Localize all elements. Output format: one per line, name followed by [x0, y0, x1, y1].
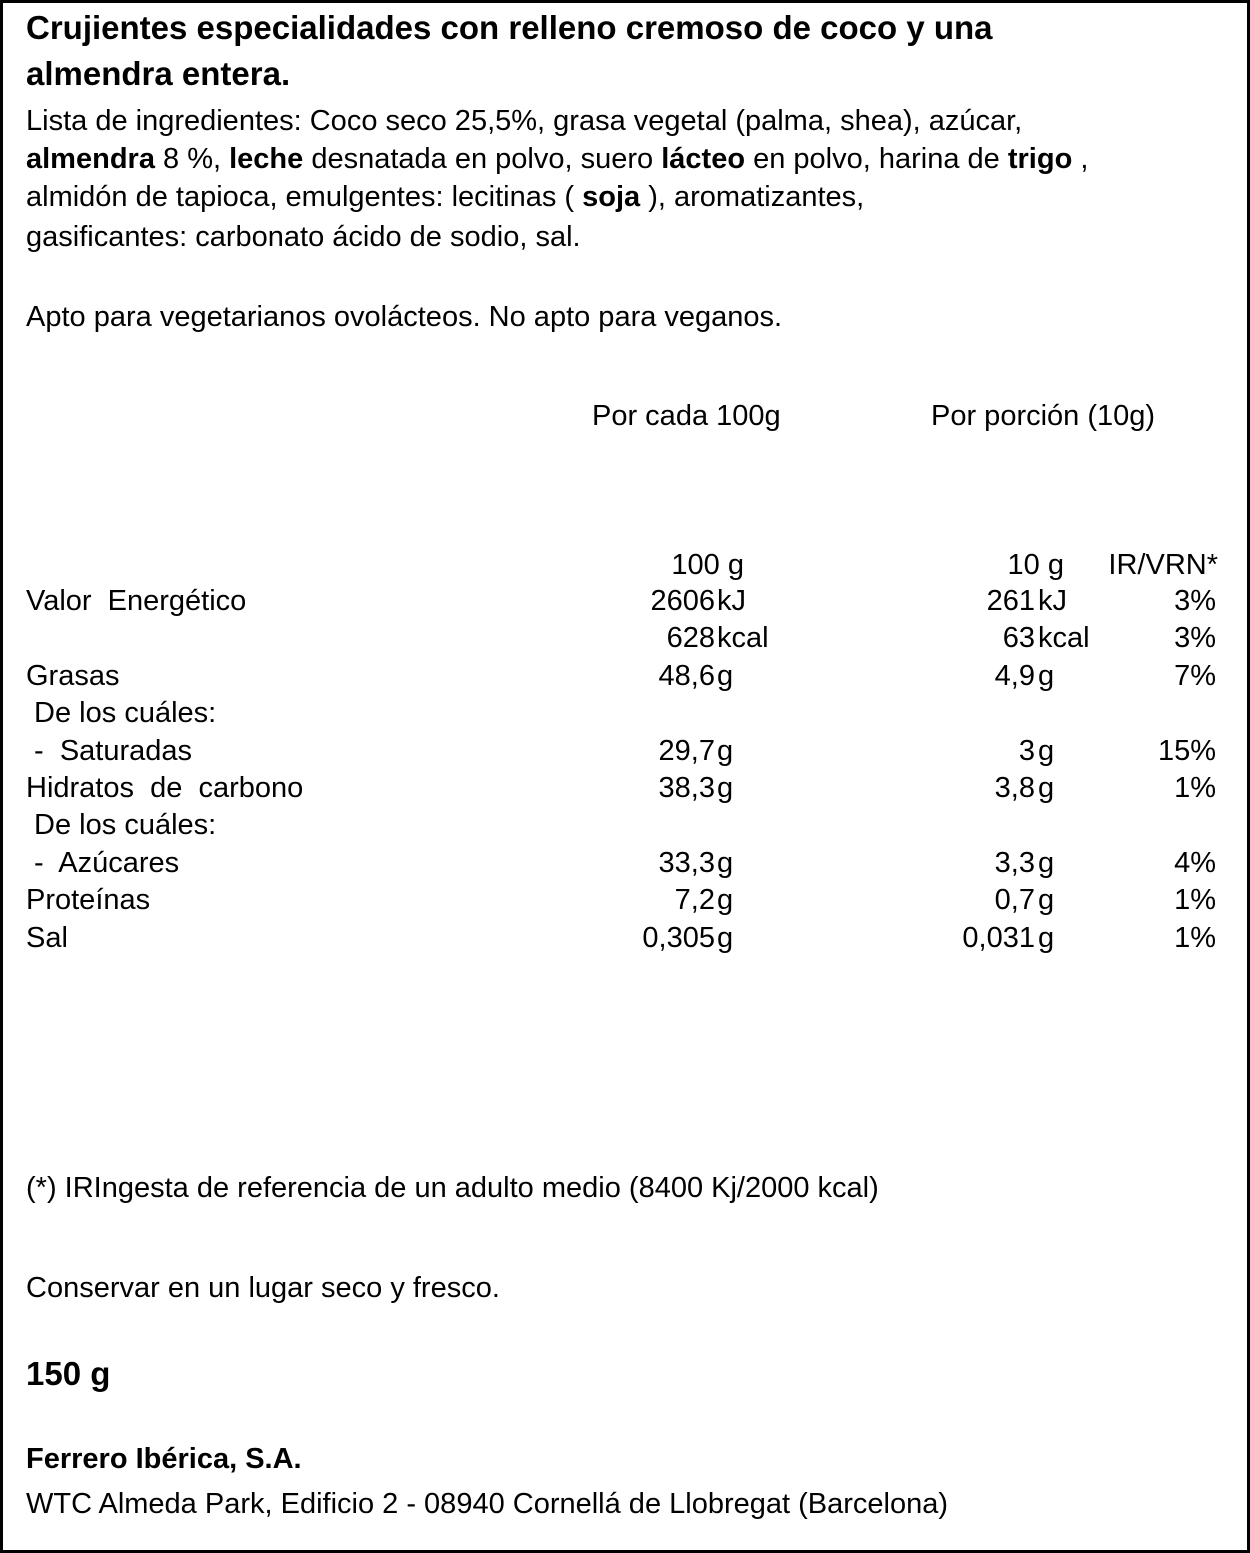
value-per-100g: 48,6 [658, 660, 715, 692]
header-per-portion: Por porción (10g) [931, 400, 1156, 432]
unit-per-portion: g [1038, 922, 1055, 954]
ir-vrn-percent: 1% [1174, 772, 1216, 804]
ir-vrn-percent: 15% [1157, 735, 1216, 767]
header-per-100g: Por cada 100g [592, 400, 781, 432]
ingredients-text: 8 %, [154, 143, 230, 175]
footnote: (*) IRIngesta de referencia de un adulto medio (8400 Kj/2000 kcal) [26, 1172, 879, 1204]
unit-per-100g: g [717, 660, 734, 692]
nutrient-label: Grasas [26, 660, 120, 692]
ir-vrn-percent: 3% [1174, 585, 1216, 617]
ir-vrn-percent: 7% [1174, 660, 1216, 692]
unit-per-portion: g [1038, 847, 1055, 879]
ingredients-text: , [1072, 143, 1089, 175]
ingredients-line-1: Lista de ingredientes: Coco seco 25,5%, grasa vegetal (palma, shea), azúcar, [26, 105, 1023, 137]
nutrient-label: De los cuáles: [26, 809, 217, 841]
unit-per-100g: g [717, 735, 734, 767]
unit-per-100g: kcal [717, 622, 769, 654]
ingredients-line-4: gasificantes: carbonato ácido de sodio, sal. [26, 221, 581, 253]
company-name: Ferrero Ibérica, S.A. [26, 1443, 302, 1475]
unit-per-100g: g [717, 847, 734, 879]
subheader-10g: 10 g [1007, 549, 1064, 581]
value-per-100g: 33,3 [658, 847, 715, 879]
ir-vrn-percent: 1% [1174, 884, 1216, 916]
ingredients-text: desnatada en polvo, suero [303, 143, 662, 175]
unit-per-100g: g [717, 922, 734, 954]
diet-note: Apto para vegetarianos ovolácteos. No apto para veganos. [26, 301, 783, 333]
unit-per-portion: g [1038, 660, 1055, 692]
value-per-portion: 4,9 [994, 660, 1035, 692]
value-per-100g: 2606 [650, 585, 715, 617]
value-per-portion: 0,7 [994, 884, 1035, 916]
ingredients-text: en polvo, harina de [745, 143, 1008, 175]
ingredients-text: ), aromatizantes, [640, 181, 865, 213]
ir-vrn-percent: 3% [1174, 622, 1216, 654]
allergen-almendra: almendra [26, 143, 155, 175]
value-per-portion: 261 [986, 585, 1035, 617]
unit-per-portion: g [1038, 772, 1055, 804]
unit-per-100g: g [717, 772, 734, 804]
subheader-100g: 100 g [671, 549, 744, 581]
value-per-portion: 63 [1002, 622, 1035, 654]
net-weight: 150 g [26, 1355, 111, 1392]
subheader-ir-vrn: IR/VRN* [1108, 549, 1218, 581]
company-address: WTC Almeda Park, Edificio 2 - 08940 Cornellá de Llobregat (Barcelona) [26, 1488, 949, 1520]
product-title-line-1: Crujientes especialidades con relleno cremoso de coco y una [26, 9, 993, 46]
nutrient-label: Sal [26, 922, 68, 954]
nutrient-label: - Saturadas [26, 735, 193, 767]
nutrient-label: Proteínas [26, 884, 151, 916]
allergen-leche: leche [229, 143, 304, 175]
unit-per-portion: g [1038, 884, 1055, 916]
value-per-100g: 7,2 [674, 884, 715, 916]
ingredients-text: almidón de tapioca, emulgentes: lecitinas ( [26, 181, 583, 213]
value-per-portion: 0,031 [962, 922, 1035, 954]
value-per-100g: 0,305 [642, 922, 715, 954]
nutrient-label: Valor Energético [26, 585, 247, 617]
value-per-portion: 3,8 [994, 772, 1035, 804]
allergen-lacteo: lácteo [661, 143, 746, 175]
nutrient-label: - Azúcares [26, 847, 180, 879]
value-per-portion: 3,3 [994, 847, 1035, 879]
value-per-100g: 628 [666, 622, 715, 654]
allergen-trigo: trigo [1007, 143, 1073, 175]
unit-per-100g: kJ [717, 585, 746, 617]
unit-per-portion: kJ [1038, 585, 1067, 617]
product-title-line-2: almendra entera. [26, 55, 291, 92]
value-per-100g: 38,3 [658, 772, 715, 804]
nutrient-label: Hidratos de carbono [26, 772, 304, 804]
nutrient-label: De los cuáles: [26, 697, 217, 729]
ir-vrn-percent: 4% [1174, 847, 1216, 879]
unit-per-portion: g [1038, 735, 1055, 767]
ingredients-line-3 [26, 178, 864, 216]
value-per-portion: 3 [1018, 735, 1035, 767]
unit-per-100g: g [717, 884, 734, 916]
storage-note: Conservar en un lugar seco y fresco. [26, 1272, 500, 1304]
value-per-100g: 29,7 [658, 735, 715, 767]
ir-vrn-percent: 1% [1174, 922, 1216, 954]
unit-per-portion: kcal [1038, 622, 1090, 654]
allergen-soja: soja [582, 181, 641, 213]
ingredients-line-2 [26, 140, 1088, 178]
